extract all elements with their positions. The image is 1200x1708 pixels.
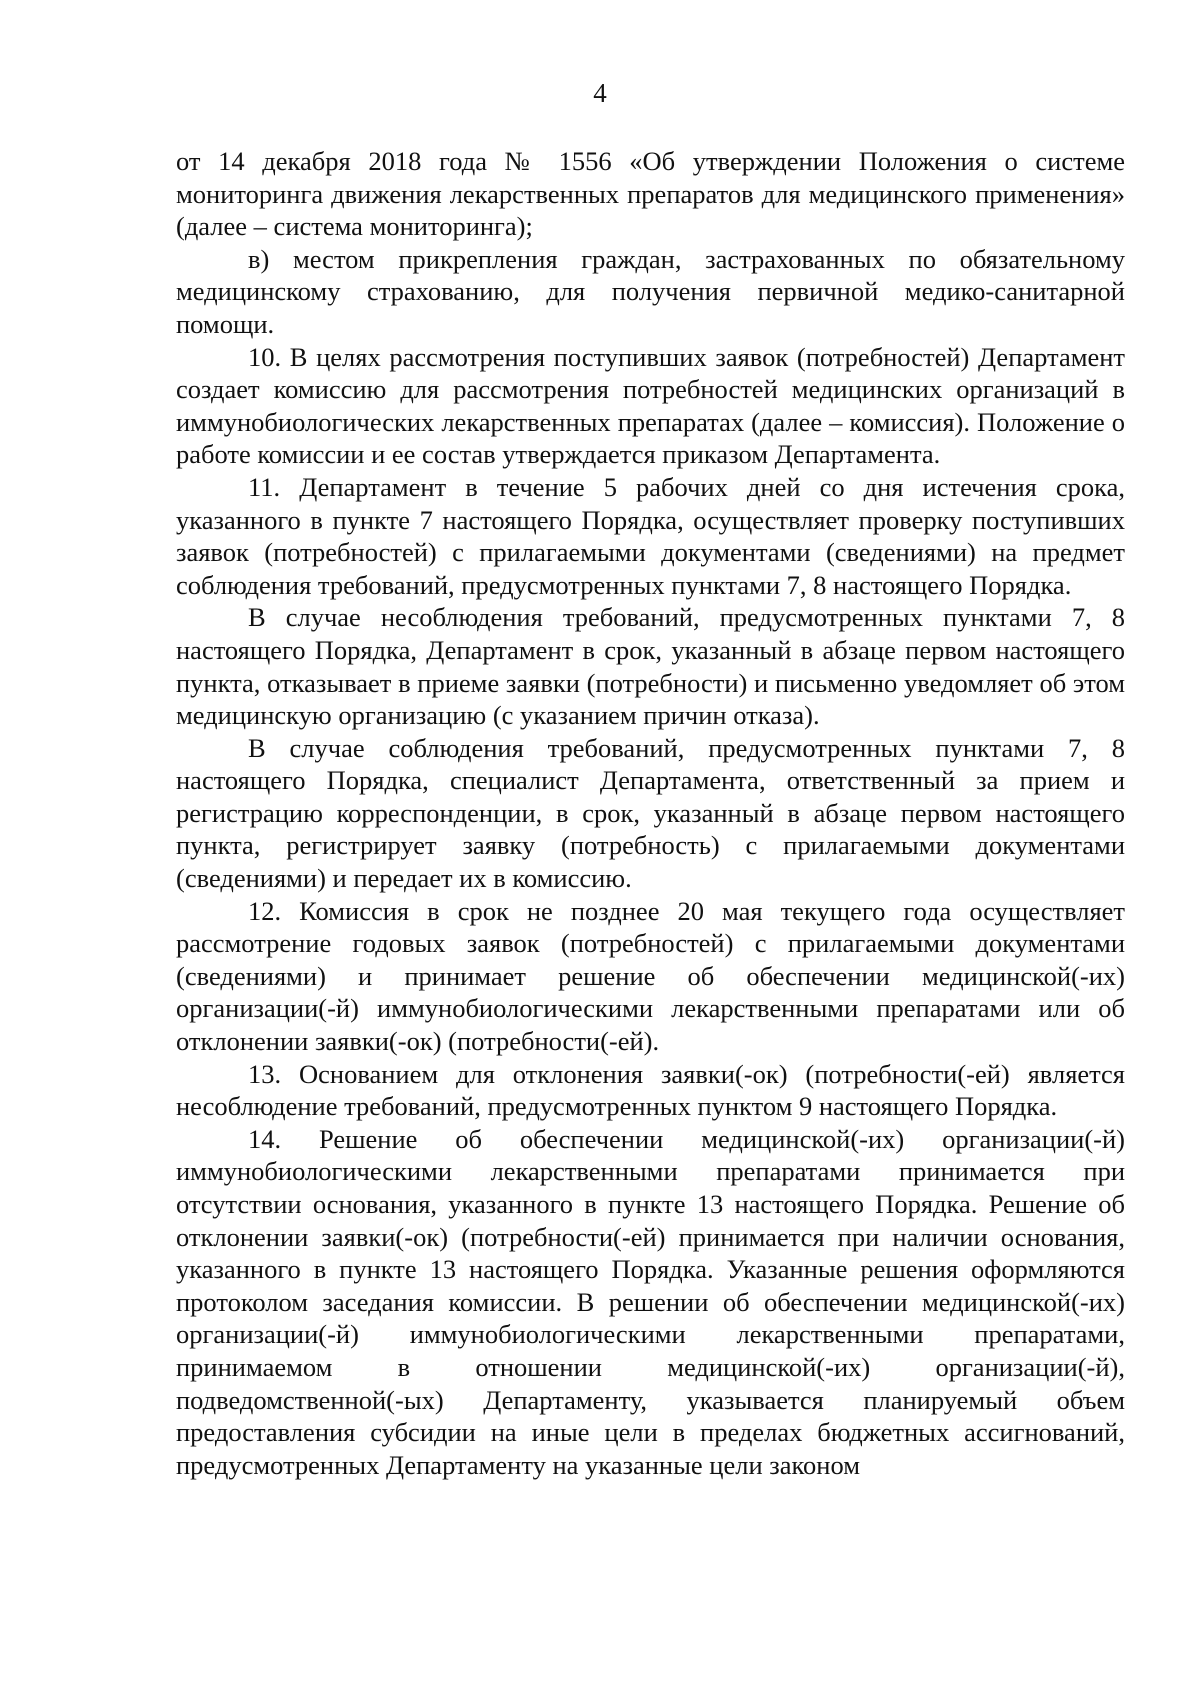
paragraph-item-v: в) местом прикрепления граждан, застрахованных по обязательному медицинскому страхованию, для получения первичной медико-санитарной помощи.: [176, 243, 1125, 339]
paragraph-14: 14. Решение об обеспечении медицинской(-их) организации(-й) иммунобиологическими лекарственными препаратами принимается при отсутствии основания, указанного в пункте 13 настоящего Порядка. Решение об отклонении заявки(-ок) (потребности(-ей) принимается при наличии основания, указанного в пункте 13 настоящего Порядка. Указанные решения оформляются протоколом заседания комиссии. В решении об обеспечении медицинской(-их) организации(-й) иммунобиологическими лекарственными препаратами, принимаемом в отношении медицинской(-их) организации(-й), подведомственной(-ых) Департаменту, указывается планируемый объем предоставления субсидии на иные цели в пределах бюджетных ассигнований, предусмотренных Департаменту на указанные цели законом: [176, 1123, 1125, 1480]
paragraph-11-registration: В случае соблюдения требований, предусмотренных пунктами 7, 8 настоящего Порядка, специалист Департамента, ответственный за прием и регистрацию корреспонденции, в срок, указанный в абзаце первом настоящего пункта, регистрирует заявку (потребность) с прилагаемыми документами (сведениями) и передает их в комиссию.: [176, 732, 1125, 894]
document-body: [176, 145, 1125, 1481]
paragraph-continuation: от 14 декабря 2018 года № 1556 «Об утверждении Положения о системе мониторинга движения лекарственных препаратов для медицинского применения» (далее – система мониторинга);: [176, 146, 1125, 242]
paragraph-10: 10. В целях рассмотрения поступивших заявок (потребностей) Департамент создает комиссию для рассмотрения потребностей медицинских организаций в иммунобиологических лекарственных препаратах (далее – комиссия). Положение о работе комиссии и ее состав утверждается приказом Департамента.: [176, 341, 1125, 470]
page-number: 4: [593, 78, 607, 108]
paragraph-11-refusal: В случае несоблюдения требований, предусмотренных пунктами 7, 8 настоящего Порядка, Департамент в срок, указанный в абзаце первом настоящего пункта, отказывает в приеме заявки (потребности) и письменно уведомляет об этом медицинскую организацию (с указанием причин отказа).: [176, 602, 1125, 731]
paragraph-12: 12. Комиссия в срок не позднее 20 мая текущего года осуществляет рассмотрение годовых заявок (потребностей) с прилагаемыми документами (сведениями) и принимает решение об обеспечении медицинской(-их) организации(-й) иммунобиологическими лекарственными препаратами или об отклонении заявки(-ок) (потребности(-ей).: [176, 895, 1125, 1057]
paragraph-11: 11. Департамент в течение 5 рабочих дней со дня истечения срока, указанного в пункте 7 настоящего Порядка, осуществляет проверку поступивших заявок (потребностей) с прилагаемыми документами (сведениями) на предмет соблюдения требований, предусмотренных пунктами 7, 8 настоящего Порядка.: [176, 471, 1125, 600]
paragraph-13: 13. Основанием для отклонения заявки(-ок) (потребности(-ей) является несоблюдение требований, предусмотренных пунктом 9 настоящего Порядка.: [176, 1058, 1125, 1122]
